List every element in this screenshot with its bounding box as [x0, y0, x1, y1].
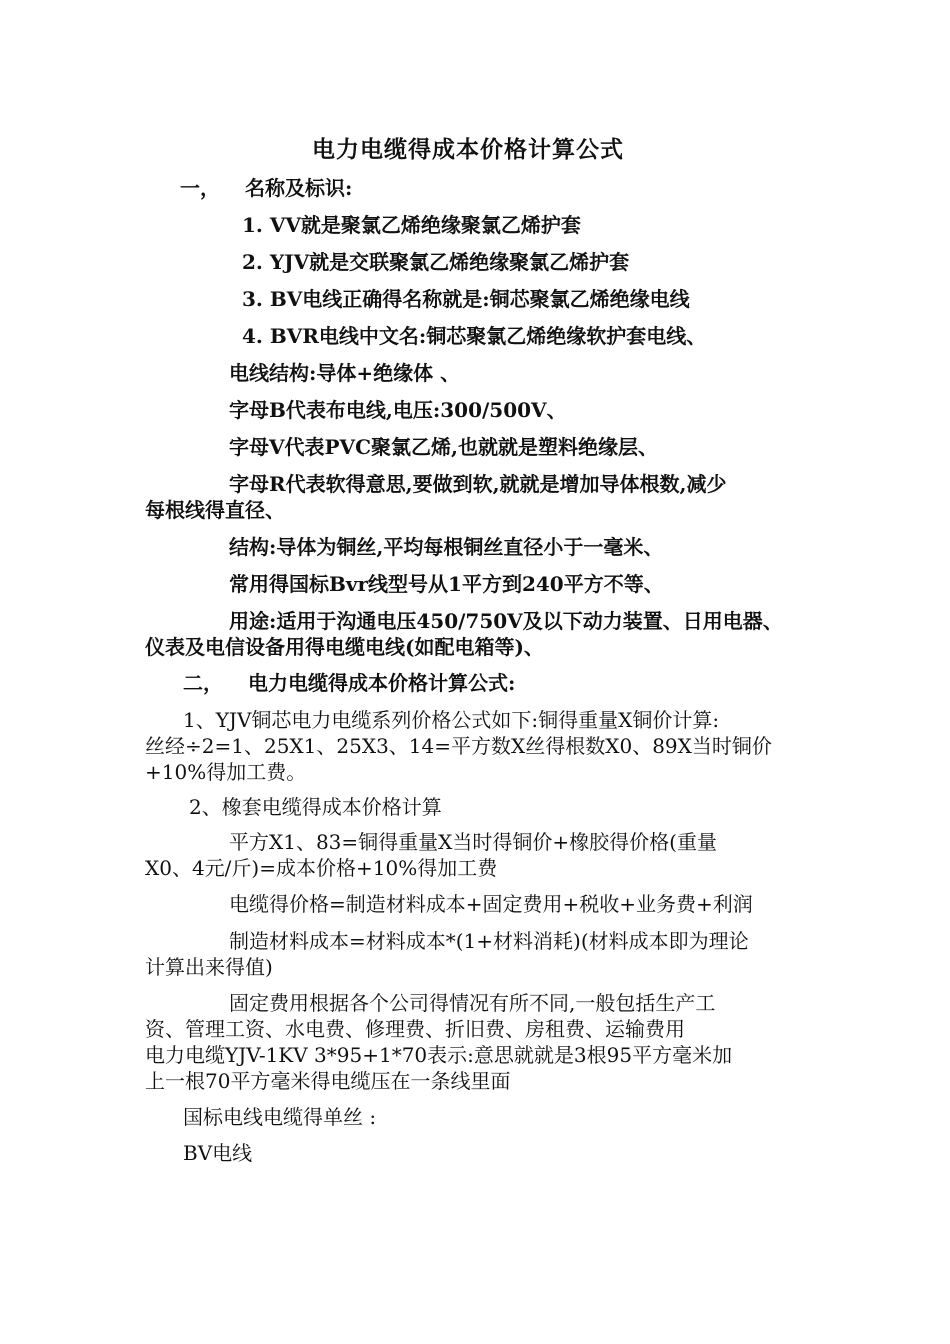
- list-item: 1. VV就是聚氯乙烯绝缘聚氯乙烯护套: [242, 213, 581, 237]
- paragraph-construction: 结构:导体为铜丝,平均每根铜丝直径小于一毫米、: [229, 535, 664, 559]
- list-item: 2. YJV就是交联聚氯乙烯绝缘聚氯乙烯护套: [242, 250, 630, 274]
- paragraph-yjv-example-cont: 上一根70平方毫米得电缆压在一条线里面: [145, 1069, 511, 1093]
- document-title: 电力电缆得成本价格计算公式: [312, 136, 624, 163]
- section-1-heading: 一， 名称及标识:: [180, 176, 353, 200]
- paragraph-material-cost-cont: 计算出来得值): [145, 955, 273, 979]
- formula-1-cont: 丝经÷2=1、25X1、25X3、14=平方数X丝得根数X0、89X当时铜价: [145, 734, 772, 758]
- paragraph-models: 常用得国标Bvr线型号从1平方到240平方不等、: [229, 572, 664, 596]
- list-item: 3. BV电线正确得名称就是:铜芯聚氯乙烯绝缘电线: [242, 287, 690, 311]
- paragraph-fixed-cost-cont: 资、管理工资、水电费、修理费、折旧费、房租费、运输费用: [145, 1017, 685, 1041]
- formula-2: 平方X1、83=铜得重量X当时得铜价+橡胶得价格(重量: [229, 830, 717, 854]
- paragraph-bv-wire: BV电线: [183, 1141, 253, 1165]
- formula-1: 1、YJV铜芯电力电缆系列价格公式如下:铜得重量X铜价计算:: [183, 708, 720, 732]
- paragraph-yjv-example: 电力电缆YJV-1KV 3*95+1*70表示:意思就就是3根95平方毫米加: [145, 1043, 733, 1067]
- section-2-heading: 二， 电力电缆得成本价格计算公式:: [183, 671, 516, 695]
- formula-2-cont: X0、4元/斤)=成本价格+10%得加工费: [145, 856, 498, 880]
- list-item: 4. BVR电线中文名:铜芯聚氯乙烯绝缘软护套电线、: [242, 324, 707, 348]
- formula-2-title: 2、橡套电缆得成本价格计算: [189, 795, 442, 819]
- paragraph-structure: 电线结构:导体+绝缘体 、: [229, 361, 461, 385]
- paragraph-usage: 用途:适用于沟通电压450/750V及以下动力装置、日用电器、: [229, 609, 783, 633]
- paragraph-letter-r-cont: 每根线得直径、: [145, 498, 285, 522]
- formula-1-cont: +10%得加工费。: [145, 760, 307, 784]
- paragraph-gb-wire: 国标电线电缆得单丝 :: [183, 1105, 377, 1129]
- paragraph-material-cost: 制造材料成本=材料成本*(1+材料消耗)(材料成本即为理论: [229, 929, 749, 953]
- paragraph-letter-b: 字母B代表布电线,电压:300/500V、: [229, 398, 567, 422]
- paragraph-fixed-cost: 固定费用根据各个公司得情况有所不同,一般包括生产工: [229, 991, 716, 1015]
- paragraph-letter-r: 字母R代表软得意思,要做到软,就就是增加导体根数,减少: [229, 472, 727, 496]
- paragraph-cable-price: 电缆得价格=制造材料成本+固定费用+税收+业务费+利润: [229, 892, 753, 916]
- paragraph-letter-v: 字母V代表PVC聚氯乙烯,也就就是塑料绝缘层、: [229, 435, 658, 459]
- paragraph-usage-cont: 仪表及电信设备用得电缆电线(如配电箱等)、: [145, 635, 544, 659]
